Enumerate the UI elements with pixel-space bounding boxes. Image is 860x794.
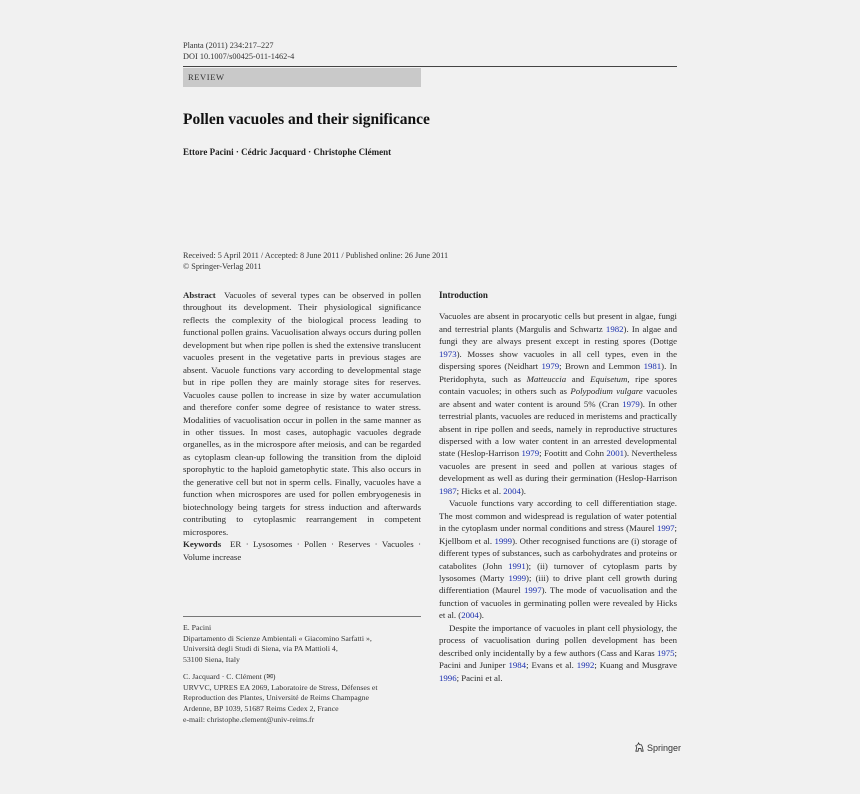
text-run: ). In Pteridophyta, such as xyxy=(439,361,678,384)
citation-link[interactable]: 1979 xyxy=(622,398,640,409)
text-run: ). Nevertheless vacuoles are present in seed and pollen at various stages of development as well as during their germination (Heslop-Harrison xyxy=(439,448,677,484)
header-rule xyxy=(183,66,677,67)
author-name: Cédric Jacquard xyxy=(241,147,306,157)
affiliation-address-line: Ardenne, BP 1039, 51687 Reims Cedex 2, France xyxy=(183,704,339,714)
affiliation-block xyxy=(183,623,421,666)
text-run: ). In algae and fungi they are always present except in resting spores (Dottge xyxy=(439,323,677,347)
citation-link[interactable]: 1996 xyxy=(439,672,457,683)
copyright-line: © Springer-Verlag 2011 xyxy=(183,262,262,271)
text-run: ); (iii) to drive plant cell growth during differentiation (Maurel xyxy=(439,572,677,596)
introduction-body xyxy=(439,310,677,684)
affiliation-address-line: URVVC, UPRES EA 2069, Laboratoire de Stress, Défenses et xyxy=(183,682,378,692)
author-name: Ettore Pacini xyxy=(183,147,234,157)
text-run: ; Kuang and Musgrave xyxy=(594,660,678,671)
abstract-paragraph xyxy=(183,289,421,538)
keyword-separator: · xyxy=(292,539,305,550)
keywords-paragraph xyxy=(183,538,421,563)
text-run: ). Mosses show vacuoles in all cell types, even in the dispersing spores (Neidhart xyxy=(439,348,677,372)
citation-link[interactable]: 1973 xyxy=(439,348,457,359)
citation-link[interactable]: 1979 xyxy=(521,448,540,459)
text-run: vacuoles are absent and water content is around 5% (Cran xyxy=(439,386,677,409)
introduction-heading: Introduction xyxy=(439,290,488,300)
article-title: Pollen vacuoles and their significance xyxy=(183,111,430,128)
text-run: ; Footitt and Cohn xyxy=(539,448,607,459)
citation-link[interactable]: 2004 xyxy=(461,610,479,621)
abstract-column xyxy=(183,289,421,563)
citation-link[interactable]: 1991 xyxy=(508,560,526,571)
citation-link[interactable]: 1997 xyxy=(656,523,675,534)
publisher-logo xyxy=(634,742,681,753)
text-run: Despite the importance of vacuoles in plant cell physiology, the process of vacuolisation during pollen development has been described only incidentally by a few authors (Cass and Karas xyxy=(439,622,677,658)
introduction-paragraph xyxy=(439,497,677,622)
text-run: Vacuole functions vary according to cell differentiation stage. The most common and widespread is regulation of water potential in the cytoplasm under normal conditions and stress (Maurel xyxy=(439,498,677,534)
affiliation-names: E. Pacini xyxy=(183,623,212,632)
text-run: ). xyxy=(478,610,484,621)
springer-horse-icon xyxy=(634,742,645,753)
citation-link[interactable]: 1979 xyxy=(541,361,560,372)
keyword: Pollen xyxy=(304,539,327,550)
abstract-label: Abstract xyxy=(183,290,216,300)
publisher-name: Springer xyxy=(647,743,682,753)
text-run: ; Pacini and Juniper xyxy=(439,647,677,671)
text-run: ). In other terrestrial plants, vacuoles are reduced in meristems and practically absent in ripe pollen and seeds, namely in reproductive structures dispersed with a low water content in an arrested developmental state (Heslop-Harrison xyxy=(439,398,677,459)
keywords-label: Keywords xyxy=(183,539,222,550)
citation-link[interactable]: 1984 xyxy=(508,660,527,671)
affiliation-address-line: Dipartamento di Scienze Ambientali « Giacomino Sarfatti », xyxy=(183,633,372,643)
italic-term: Equisetum xyxy=(590,373,628,384)
author-separator: · xyxy=(233,147,242,157)
affiliation-address-line: Reproduction des Plantes, Université de Reims Champagne xyxy=(183,693,370,703)
citation-link[interactable]: 2004 xyxy=(503,485,521,496)
italic-term: Matteuccia xyxy=(526,373,567,384)
introduction-paragraph xyxy=(439,310,677,497)
journal-doi: DOI 10.1007/s00425-011-1462-4 xyxy=(183,52,295,61)
text-run: ). Other recognised functions are (i) storage of different types of substances, such as carbohydrates and proteins or catabolites (John xyxy=(439,535,677,571)
keyword: Reserves xyxy=(338,539,371,550)
citation-link[interactable]: 1981 xyxy=(643,361,662,372)
citation-link[interactable]: 1999 xyxy=(494,535,513,546)
text-run: and xyxy=(566,373,591,384)
abstract-text: Vacuoles of several types can be observed in pollen throughout its development. Their physiological significance reflects the complexity of the biological process leading to functional pollen grains. Vacuolisation always occurs during pollen development but when ripe pollen is shed the extensive translucent vacuoles present in the vegetative parts in previous stages are absent. Vacuole functions vary according to developmental stage but in ripe pollen they are mainly storage sites for reserves. Vacuoles cause pollen to increase in size by water accumulation and therefore confer some degree of resistance to water stress. Modalities of vacuolisation occur in pollen in the same manner as in other tissues. In most cases, autophagic vacuoles degrade organelles, as in the microspore after meiosis, and can be regarded as cytoplasm clean-up following the transition from the diploid sporophytic to the haploid gametophytic state. This also occurs in the generative cell but not in sperm cells. Finally, vacuoles have a function when microspores are used for pollen embryogenesis in biotechnology being targets for stress induction and afterwards contributing to cytoplasmic rearrangement in competent microspores. xyxy=(183,290,421,537)
journal-citation: Planta (2011) 234:217–227 xyxy=(183,41,274,50)
affiliation-names: C. Jacquard · C. Clément (✉) xyxy=(183,672,276,681)
affiliation-rule xyxy=(183,616,421,617)
author-list xyxy=(183,147,391,157)
citation-link[interactable]: 1999 xyxy=(508,572,527,583)
citation-link[interactable]: 1987 xyxy=(439,485,457,496)
publication-history: Received: 5 April 2011 / Accepted: 8 June 2011 / Published online: 26 June 2011 xyxy=(183,251,449,260)
introduction-column xyxy=(439,289,677,684)
citation-link[interactable]: 1975 xyxy=(656,647,675,658)
keyword-separator: · xyxy=(326,539,339,550)
text-run: ; Pacini et al. xyxy=(456,672,503,683)
text-run: ; Kjellbom et al. xyxy=(439,523,677,546)
keyword: Lysosomes xyxy=(253,539,293,550)
citation-link[interactable]: 1997 xyxy=(524,585,542,596)
affiliation-block xyxy=(183,672,421,726)
corresponding-email[interactable]: e-mail: christophe.clement@univ-reims.fr xyxy=(183,714,315,724)
keyword: Vacuoles xyxy=(381,539,414,550)
keyword-separator: · xyxy=(370,539,382,550)
text-run: , ripe spores contain vacuoles; in others such as xyxy=(439,373,677,397)
text-run: ; Brown and Lemmon xyxy=(559,361,644,372)
affiliation-address-line: Università degli Studi di Siena, via PA Mattioli 4, xyxy=(183,644,338,654)
author-separator: · xyxy=(305,147,314,157)
italic-term: Polypodium vulgare xyxy=(570,386,643,397)
publication-dates xyxy=(183,250,448,272)
author-name: Christophe Clément xyxy=(313,147,392,157)
keyword-separator: · xyxy=(413,539,422,550)
keyword-separator: · xyxy=(241,539,254,550)
keyword: Volume increase xyxy=(183,551,242,562)
journal-header xyxy=(183,40,294,62)
text-run: ; Evans et al. xyxy=(526,660,577,671)
introduction-paragraph xyxy=(439,622,677,684)
text-run: Vacuoles are absent in procaryotic cells but present in algae, fungi and terrestrial plants (Margulis and Schwartz xyxy=(439,311,677,334)
keyword: ER xyxy=(230,539,242,550)
text-run: ). xyxy=(520,485,526,496)
text-run: ; Hicks et al. xyxy=(456,485,504,496)
affiliation-address-line: 53100 Siena, Italy xyxy=(183,655,240,665)
citation-link[interactable]: 1982 xyxy=(605,323,624,334)
text-run: ). The mode of vacuolisation and the function of vacuoles in germinating pollen were revealed by Hicks et al. ( xyxy=(439,585,677,621)
citation-link[interactable]: 2001 xyxy=(606,448,624,459)
section-label: REVIEW xyxy=(183,68,421,87)
text-run: ); (ii) turnover of cytoplasm parts by lysosomes (Marty xyxy=(439,560,678,583)
citation-link[interactable]: 1992 xyxy=(576,660,595,671)
